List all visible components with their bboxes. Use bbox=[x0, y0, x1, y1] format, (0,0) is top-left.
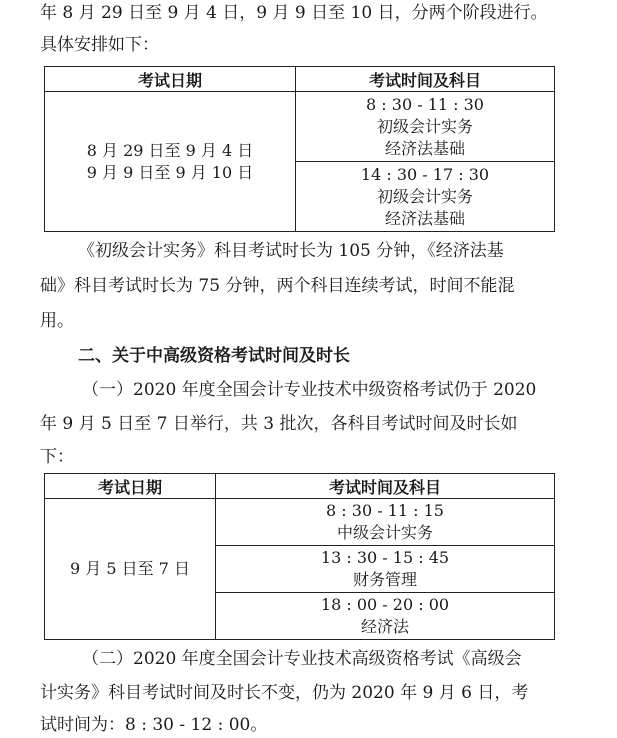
paragraph-line: 计实务》科目考试时间及时长不变，仍为 2020 年 9 月 6 日，考 bbox=[40, 683, 529, 703]
session-subject: 初级会计实务 bbox=[376, 116, 473, 136]
date-range-1: 8 月 29 日至 9 月 4 日 bbox=[86, 140, 254, 160]
paragraph-line: 《初级会计实务》科目考试时长为 105 分钟，《经济法基 bbox=[78, 241, 504, 261]
paragraph-line: 下： bbox=[40, 447, 74, 467]
session-subject: 经济法基础 bbox=[384, 208, 465, 228]
paragraph-line: 试时间为：8 : 30 - 12 : 00。 bbox=[40, 715, 268, 735]
paragraph-line: 年 9 月 5 日至 7 日举行，共 3 批次，各科目考试时间及时长如 bbox=[40, 414, 518, 434]
date-cell: 9 月 5 日至 7 日 bbox=[45, 499, 216, 640]
session-subject: 财务管理 bbox=[352, 570, 417, 589]
exam-schedule-table-junior bbox=[44, 66, 555, 232]
session-time: 8 : 30 - 11 : 30 bbox=[366, 94, 484, 114]
exam-schedule-table-intermediate bbox=[44, 473, 555, 640]
column-header-date: 考试日期 bbox=[45, 67, 296, 92]
session-cell bbox=[216, 593, 555, 640]
session-cell bbox=[296, 162, 555, 232]
column-header-time-subject: 考试时间及科目 bbox=[216, 474, 555, 499]
date-range-2: 9 月 9 日至 9 月 10 日 bbox=[86, 162, 254, 182]
session-time: 13 : 30 - 15 : 45 bbox=[320, 548, 450, 567]
paragraph-line: （一）2020 年度全国会计专业技术中级资格考试仍于 2020 bbox=[82, 380, 537, 400]
session-cell bbox=[216, 499, 555, 546]
session-time: 18 : 00 - 20 : 00 bbox=[320, 595, 450, 614]
date-cell bbox=[45, 92, 296, 232]
session-subject: 中级会计实务 bbox=[336, 523, 433, 542]
column-header-time-subject: 考试时间及科目 bbox=[296, 67, 555, 92]
session-subject: 初级会计实务 bbox=[376, 186, 473, 206]
session-time: 14 : 30 - 17 : 30 bbox=[360, 164, 490, 184]
paragraph-line: 具体安排如下： bbox=[40, 35, 159, 55]
paragraph-line: 年 8 月 29 日至 9 月 4 日，9 月 9 日至 10 日，分两个阶段进行。 bbox=[40, 3, 548, 23]
session-time: 8 : 30 - 11 : 15 bbox=[326, 501, 444, 520]
paragraph-line: （二）2020 年度全国会计专业技术高级资格考试《高级会 bbox=[82, 649, 522, 669]
session-subject: 经济法基础 bbox=[384, 138, 465, 158]
paragraph-line: 用。 bbox=[40, 311, 74, 331]
session-cell bbox=[296, 92, 555, 162]
column-header-date: 考试日期 bbox=[45, 474, 216, 499]
session-subject: 经济法 bbox=[360, 617, 409, 636]
paragraph-line: 础》科目考试时长为 75 分钟，两个科目连续考试，时间不能混 bbox=[40, 276, 515, 296]
session-cell bbox=[216, 546, 555, 593]
section-heading: 二、关于中高级资格考试时间及时长 bbox=[78, 346, 350, 366]
